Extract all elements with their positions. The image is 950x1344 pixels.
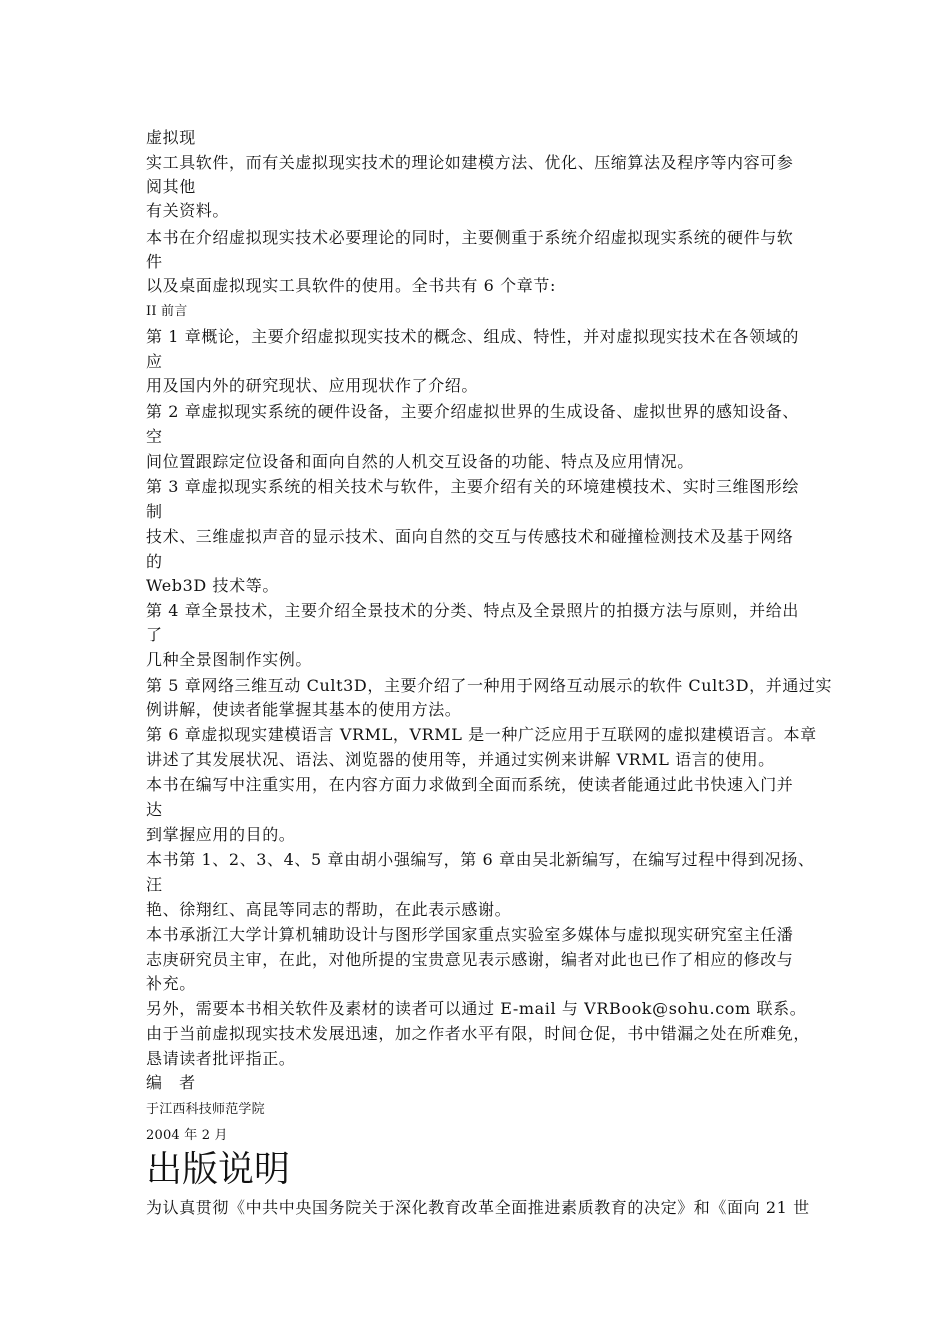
paragraph-line: 第 4 章全景技术，主要介绍全景技术的分类、特点及全景照片的拍摄方法与原则，并给出 — [146, 601, 799, 620]
paragraph-line: 为认真贯彻《中共中央国务院关于深化教育改革全面推进素质教育的决定》和《面向 21 世 — [146, 1198, 810, 1217]
paragraph-line: 由于当前虚拟现实技术发展迅速，加之作者水平有限，时间仓促，书中错漏之处在所难免， — [146, 1024, 811, 1043]
paragraph-line: 实工具软件，而有关虚拟现实技术的理论如建模方法、优化、压缩算法及程序等内容可参 — [146, 153, 794, 172]
paragraph-line: 志庚研究员主审，在此，对他所提的宝贵意见表示感谢，编者对此也已作了相应的修改与 — [146, 950, 794, 969]
paragraph-line: 补充。 — [146, 974, 196, 993]
paragraph-line: 艳、徐翔红、高昆等同志的帮助，在此表示感谢。 — [146, 900, 512, 919]
paragraph-line: 第 3 章虚拟现实系统的相关技术与软件，主要介绍有关的环境建模技术、实时三维图形绘 — [146, 477, 799, 496]
paragraph-line: 以及桌面虚拟现实工具软件的使用。全书共有 6 个章节: — [146, 276, 556, 295]
affiliation: 于江西科技师范学院 — [146, 1102, 265, 1117]
paragraph-line: 应 — [146, 352, 163, 371]
date: 2004 年 2 月 — [146, 1128, 228, 1143]
paragraph-line: 恳请读者批评指正。 — [146, 1049, 296, 1068]
paragraph-line: 汪 — [146, 875, 163, 894]
paragraph-line: 另外，需要本书相关软件及素材的读者可以通过 E-mail 与 VRBook@sohu.com 联系。 — [146, 999, 807, 1018]
paragraph-line: Web3D 技术等。 — [146, 576, 279, 595]
paragraph-line: 第 1 章概论，主要介绍虚拟现实技术的概念、组成、特性，并对虚拟现实技术在各领域的 — [146, 327, 799, 346]
paragraph-line: 空 — [146, 427, 163, 446]
paragraph-line: 第 6 章虚拟现实建模语言 VRML，VRML 是一种广泛应用于互联网的虚拟建模语言。本章 — [146, 725, 817, 744]
paragraph-line: 第 5 章网络三维互动 Cult3D，主要介绍了一种用于网络互动展示的软件 Cult3D，并通过实 — [146, 676, 833, 695]
paragraph-line: 达 — [146, 800, 163, 819]
paragraph-line: 的 — [146, 552, 163, 571]
paragraph-line: 了 — [146, 625, 163, 644]
paragraph-line: 用及国内外的研究现状、应用现状作了介绍。 — [146, 376, 479, 395]
paragraph-line: 阅其他 — [146, 177, 196, 196]
paragraph-line: 第 2 章虚拟现实系统的硬件设备，主要介绍虚拟世界的生成设备、虚拟世界的感知设备、 — [146, 402, 799, 421]
paragraph-line: 有关资料。 — [146, 201, 230, 220]
paragraph-line: 本书在介绍虚拟现实技术必要理论的同时，主要侧重于系统介绍虚拟现实系统的硬件与软 — [146, 228, 794, 247]
paragraph-line: 制 — [146, 502, 163, 521]
paragraph-line: 本书第 1、2、3、4、5 章由胡小强编写，第 6 章由吴北新编写，在编写过程中得到况扬、 — [146, 850, 815, 869]
paragraph-line: 技术、三维虚拟声音的显示技术、面向自然的交互与传感技术和碰撞检测技术及基于网络 — [146, 527, 794, 546]
paragraph-line: 虚拟现 — [146, 128, 196, 147]
paragraph-line: 讲述了其发展状况、语法、浏览器的使用等，并通过实例来讲解 VRML 语言的使用。 — [146, 750, 775, 769]
paragraph-line: 几种全景图制作实例。 — [146, 650, 313, 669]
paragraph-line: 间位置跟踪定位设备和面向自然的人机交互设备的功能、特点及应用情况。 — [146, 452, 694, 471]
paragraph-line: 到掌握应用的目的。 — [146, 825, 296, 844]
paragraph-line: 本书在编写中注重实用，在内容方面力求做到全面而系统，使读者能通过此书快速入门并 — [146, 775, 794, 794]
paragraph-line: 本书承浙江大学计算机辅助设计与图形学国家重点实验室多媒体与虚拟现实研究室主任潘 — [146, 925, 794, 944]
signature: 编 者 — [146, 1073, 202, 1092]
paragraph-line: 件 — [146, 252, 163, 271]
running-header: II 前言 — [146, 304, 188, 319]
paragraph-line: 例讲解，使读者能掌握其基本的使用方法。 — [146, 700, 462, 719]
section-heading: 出版说明 — [146, 1149, 291, 1190]
